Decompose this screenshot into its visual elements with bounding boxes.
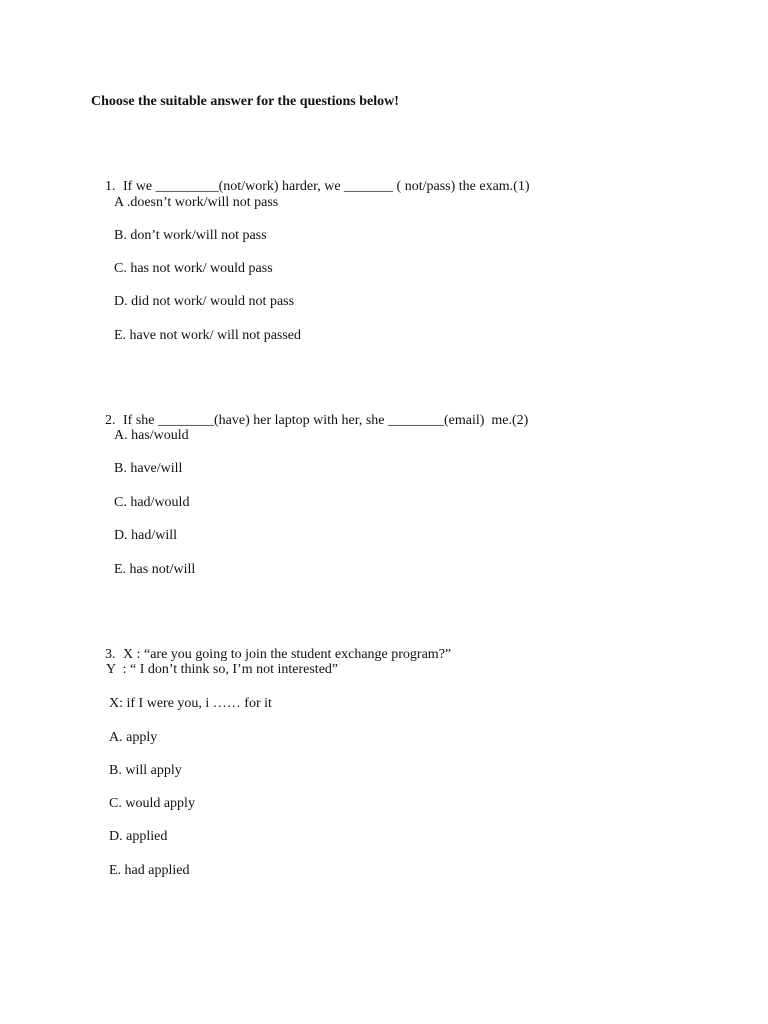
question-3-option-d: D. applied: [109, 829, 168, 844]
question-2-option-b: B. have/will: [114, 461, 183, 476]
question-3-option-c: C. would apply: [109, 796, 195, 811]
question-2-option-c: C. had/would: [114, 495, 190, 510]
question-1-option-e: E. have not work/ will not passed: [114, 328, 302, 343]
question-1-option-d: D. did not work/ would not pass: [114, 294, 295, 309]
question-2-option-a: A. has/would: [114, 428, 189, 443]
question-2-option-d: D. had/will: [114, 528, 177, 543]
question-3-text: X : “are you going to join the student exchange program?”: [123, 647, 452, 662]
question-1-option-a: A .doesn’t work/will not pass: [114, 195, 279, 210]
question-3-option-b: B. will apply: [109, 763, 182, 778]
question-1-text: If we _________(not/work) harder, we _______ ( not/pass) the exam.(1): [123, 179, 530, 194]
question-1-option-c: C. has not work/ would pass: [114, 261, 273, 276]
question-2-option-e: E. has not/will: [114, 562, 196, 577]
question-2-number: 2.: [105, 413, 116, 428]
instruction-heading: Choose the suitable answer for the questions below!: [91, 94, 399, 109]
question-1-option-b: B. don’t work/will not pass: [114, 228, 267, 243]
question-3-option-a: A. apply: [109, 730, 158, 745]
question-2-text: If she ________(have) her laptop with her, she ________(email) me.(2): [123, 413, 529, 428]
question-3-dialogue-y: Y : “ I don’t think so, I’m not interested”: [106, 662, 339, 677]
question-3-dialogue-x: X: if I were you, i …… for it: [109, 696, 272, 711]
question-1-number: 1.: [105, 179, 116, 194]
question-3-number: 3.: [105, 647, 116, 662]
question-3-option-e: E. had applied: [109, 863, 190, 878]
